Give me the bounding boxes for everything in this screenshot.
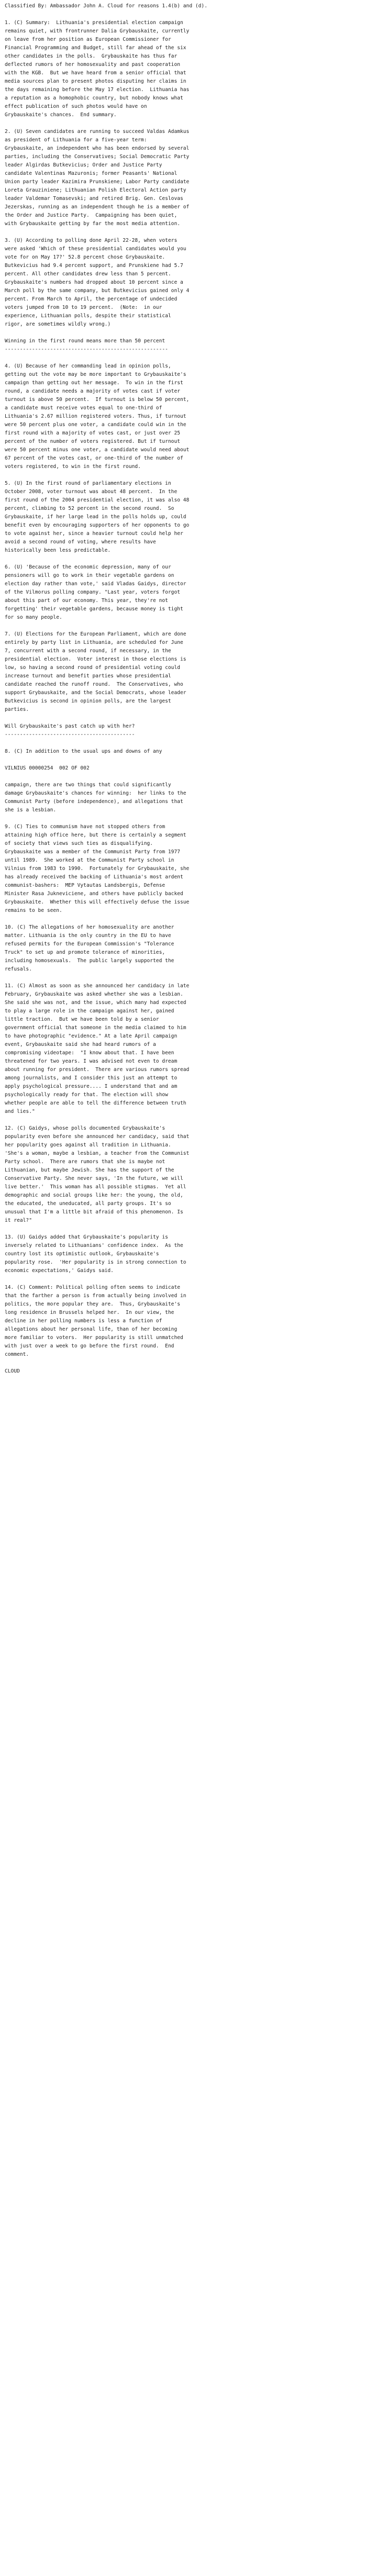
text-line: that the farther a person is from actually being involved in xyxy=(5,1293,186,1299)
text-line: damage Grybauskaite's chances for winning: her links to the xyxy=(5,790,186,796)
text-line: government official that someone in the media claimed to him xyxy=(5,1025,186,1031)
text-line: Lithuanian, but maybe Jewish. She has the support of the xyxy=(5,1167,174,1173)
text-line: getting out the vote may be more important to Grybauskaite's xyxy=(5,372,186,377)
text-line: and lies." xyxy=(5,1109,35,1114)
text-line: Minister Rasa Jukneviciene, and others have publicly backed xyxy=(5,891,183,897)
blank-line xyxy=(5,1275,371,1284)
text-line: Vilnius from 1983 to 1990. Fortunately for Grybauskaite, she xyxy=(5,866,190,872)
text-line: 10. (C) The allegations of her homosexuality are another xyxy=(5,924,174,930)
text-line: until 1989. She worked at the Communist Party school in xyxy=(5,857,174,863)
para-6 xyxy=(5,563,371,622)
text-line: percent. From March to April, the percentage of undecided xyxy=(5,296,178,302)
text-line: 12. (C) Gaidys, whose polls documented Grybauskaite's xyxy=(5,1125,165,1131)
text-line: Butkevicius had 9.4 percent support, and Prunskiene had 5.7 xyxy=(5,263,183,269)
text-line: benefit even by encouraging supporters of her opponents to go xyxy=(5,522,190,528)
para-4 xyxy=(5,362,371,471)
text-line: leader Valdemar Tomasevski; and retired Brig. Gen. Ceslovas xyxy=(5,196,183,202)
text-line: Winning in the first round means more than 50 percent xyxy=(5,338,165,344)
text-line: popularity even before she announced her candidacy, said that xyxy=(5,1134,190,1140)
text-line: parties. xyxy=(5,707,29,712)
text-line: ------------------------------------------- xyxy=(5,732,135,738)
blank-line xyxy=(5,622,371,630)
text-line: Communist Party (before independence), and allegations that xyxy=(5,799,183,805)
section-heading-past xyxy=(5,722,371,739)
text-line: demographic and social groups like her: the young, the old, xyxy=(5,1192,183,1198)
text-line: popularity rose. 'Her popularity is in strong connection to xyxy=(5,1259,186,1265)
text-line: to have photographic "evidence." At a late April campaign xyxy=(5,1033,178,1039)
text-line: Grybauskaite, if her large lead in the polls holds up, could xyxy=(5,514,186,520)
blank-line xyxy=(5,1116,371,1124)
text-line: remains to be seen. xyxy=(5,908,62,913)
text-line: VILNIUS 00000254 002 OF 002 xyxy=(5,765,90,771)
text-line: 1. (C) Summary: Lithuania's presidential election campaign xyxy=(5,20,183,26)
text-line: unusual that I'm a little bit afraid of this phenomenon. Is xyxy=(5,1209,183,1215)
text-line: historically been less predictable. xyxy=(5,548,111,553)
text-line: allegations about her personal life, than of her becoming xyxy=(5,1326,178,1332)
text-line: rigor, are sometimes wildly wrong.) xyxy=(5,321,111,327)
text-line: 2. (U) Seven candidates are running to succeed Valdas Adamkus xyxy=(5,129,190,135)
text-line: percent. All other candidates drew less than 5 percent. xyxy=(5,271,171,277)
text-line: low, so having a second round of presidential voting could xyxy=(5,665,181,671)
text-line: Grybauskaite's chances. End summary. xyxy=(5,112,117,118)
text-line: a candidate must receive votes equal to one-third of xyxy=(5,405,162,411)
text-line: as president of Lithuania for a five-year term: xyxy=(5,137,147,143)
text-line: with the KGB. But we have heard from a senior official that xyxy=(5,70,186,76)
text-line: election day rather than vote,' said Vladas Gaidys, director xyxy=(5,581,186,587)
blank-line xyxy=(5,555,371,563)
text-line: leader Algirdas Butkevicius; Order and Justice Party xyxy=(5,162,162,168)
para-5 xyxy=(5,479,371,555)
text-line: of the Vilmorus polling company. "Last year, voters forgot xyxy=(5,589,181,595)
text-line: 14. (C) Comment: Political polling often seems to indicate xyxy=(5,1285,181,1290)
text-line: 3. (U) According to polling done April 22-28, when voters xyxy=(5,238,178,243)
classification-line: Classified By: Ambassador John A. Cloud for reasons 1.4(b) and (d). xyxy=(5,3,207,9)
text-line: percent of the number of voters registered. But if turnout xyxy=(5,439,181,444)
text-line: Party school. There are rumors that she is maybe not xyxy=(5,1159,165,1165)
text-line: were 50 percent minus one voter, a candidate would need about xyxy=(5,447,190,453)
text-line: of society that views such ties as disqualifying. xyxy=(5,841,153,846)
text-line: long residence in Brussels helped her. In our view, the xyxy=(5,1310,174,1315)
text-line: whether people are able to tell the difference between truth xyxy=(5,1100,186,1106)
text-line: to play a large role in the campaign against her, gained xyxy=(5,1008,174,1014)
text-line: 9. (C) Ties to communism have not stopped others from xyxy=(5,824,165,830)
text-line: a reputation as a homophobic country, but nobody knows what xyxy=(5,95,183,101)
text-line: 7, concurrent with a second round, if necessary, in the xyxy=(5,648,171,654)
blank-line xyxy=(5,756,371,764)
para-3 xyxy=(5,237,371,329)
text-line: October 2008, voter turnout was about 48 percent. In the xyxy=(5,489,178,495)
text-line: remains quiet, with frontrunner Dalia Grybauskaite, currently xyxy=(5,28,190,34)
text-line: matter. Lithuania is the only country in the EU to have xyxy=(5,933,171,939)
text-line: turnout is above 50 percent. If turnout is below 50 percent, xyxy=(5,397,190,403)
para-7 xyxy=(5,630,371,714)
text-line: 6. (U) 'Because of the economic depression, many of our xyxy=(5,564,171,570)
text-line: candidate reached the runoff round. The Conservatives, who xyxy=(5,682,183,687)
text-line: 'She's a woman, maybe a lesbian, a teacher from the Communist xyxy=(5,1151,190,1156)
text-line: among journalists, and I consider this just an attempt to xyxy=(5,1075,178,1081)
blank-line xyxy=(5,1359,371,1367)
text-line: effect publication of such photos would have on xyxy=(5,104,147,109)
text-line: 8. (C) In addition to the usual ups and downs of any xyxy=(5,749,162,754)
text-line: about this part of our economy. This year, they're not xyxy=(5,598,168,604)
blank-line xyxy=(5,739,371,748)
text-line: 5. (U) In the first round of parliamentary elections in xyxy=(5,481,171,486)
para-8-cont xyxy=(5,781,371,815)
text-line: first round of the 2004 presidential election, it was also 48 xyxy=(5,497,190,503)
para-2 xyxy=(5,128,371,228)
blank-line xyxy=(5,815,371,823)
text-line: 11. (C) Almost as soon as she announced her candidacy in late xyxy=(5,983,190,989)
text-line: were 50 percent plus one voter, a candidate could win in the xyxy=(5,422,186,428)
section-heading-first-round xyxy=(5,337,371,354)
page-break-marker xyxy=(5,764,371,773)
text-line: Grybauskaite. Whether this will effectively defuse the issue xyxy=(5,899,190,905)
text-line: attaining high office here, but there is certainly a segment xyxy=(5,832,186,838)
text-line: compromising videotape: "I know about that. I have been xyxy=(5,1050,174,1056)
signature xyxy=(5,1367,371,1376)
text-line: the educated, the uneducated, all party groups. It's so xyxy=(5,1201,171,1207)
para-12 xyxy=(5,1124,371,1225)
para-8-start xyxy=(5,748,371,756)
para-10 xyxy=(5,923,371,974)
text-line: voters registered, to win in the first round. xyxy=(5,464,141,470)
cable-document xyxy=(5,2,371,1376)
text-line: Lithuania's 2.67 million registered voters. Thus, if turnout xyxy=(5,414,186,419)
text-line: first round with a majority of votes cast, or just over 25 xyxy=(5,430,181,436)
text-line: voters jumped from 10 to 19 percent. (Note: in our xyxy=(5,305,162,310)
text-line: inversely related to Lithuanians' confidence index. As the xyxy=(5,1243,183,1248)
text-line: event, Grybauskaite said she had heard rumors of a xyxy=(5,1042,156,1047)
text-line: 7. (U) Elections for the European Parliament, which are done xyxy=(5,631,186,637)
para-14-comment xyxy=(5,1284,371,1359)
text-line: economic expectations,' Gaidys said. xyxy=(5,1268,114,1274)
blank-line xyxy=(5,354,371,362)
text-line: threatened for two years. I was advised not even to dream xyxy=(5,1058,178,1064)
text-line: more familiar to voters. Her popularity is still unmatched xyxy=(5,1335,183,1341)
text-line: 4. (U) Because of her commanding lead in opinion polls, xyxy=(5,363,171,369)
text-line: the Order and Justice Party. Campaigning has been quiet, xyxy=(5,213,178,218)
text-line: increase turnout and benefit parties whose presidential xyxy=(5,673,171,679)
text-line: the days remaining before the May 17 election. Lithuania has xyxy=(5,87,190,93)
text-line: 13. (U) Gaidys added that Grybauskaite's popularity is xyxy=(5,1234,168,1240)
text-line: avoid a second round of voting, where results have xyxy=(5,539,156,545)
blank-line xyxy=(5,915,371,923)
text-line: decline in her polling numbers is less a function of xyxy=(5,1318,162,1324)
text-line: Conservative Party. She never says, 'In the future, we will xyxy=(5,1176,183,1181)
text-line: campaign than getting out her message. To win in the first xyxy=(5,380,183,386)
text-line: including homosexuals. The public largely supported the xyxy=(5,958,174,964)
text-line: 67 percent of the votes cast, or one-third of the number of xyxy=(5,455,183,461)
text-line: February, Grybauskaite was asked whether she was a lesbian. xyxy=(5,991,183,997)
text-line: has already received the backing of Lithuania's most ardent xyxy=(5,874,183,880)
text-line: campaign, there are two things that could significantly xyxy=(5,782,171,788)
text-line: experience, Lithuanian polls, despite their statistical xyxy=(5,313,171,319)
text-line: Butkevicius is second in opinion polls, are the largest xyxy=(5,698,171,704)
blank-line xyxy=(5,1225,371,1233)
text-line: parties, including the Conservatives; Social Democratic Party xyxy=(5,154,190,160)
text-line: other candidates in the polls. Grybauskaite has thus far xyxy=(5,53,178,59)
text-line: with just over a week to go before the first round. End xyxy=(5,1343,174,1349)
blank-line xyxy=(5,119,371,128)
text-line: support Grybauskaite, and the Social Democrats, whose leader xyxy=(5,690,186,696)
text-line: comment. xyxy=(5,1352,29,1357)
text-line: with Grybauskaite getting by far the most media attention. xyxy=(5,221,181,227)
para-1-summary xyxy=(5,19,371,119)
text-line: Loreta Grauziniene; Lithuanian Polish Electoral Action party xyxy=(5,187,186,193)
text-line: CLOUD xyxy=(5,1368,20,1374)
text-line: percent, climbing to 52 percent in the second round. So xyxy=(5,506,174,511)
text-line: ------------------------------------------------------ xyxy=(5,347,168,352)
text-line: media sources plan to present photos disputing her claims in xyxy=(5,79,186,84)
text-line: her popularity goes against all tradition in Lithuania. xyxy=(5,1142,171,1148)
text-line: Grybauskaite was a member of the Communist Party from 1977 xyxy=(5,849,181,855)
text-line: on leave from her position as European Commissioner for xyxy=(5,37,171,42)
text-line: Grybauskaite's numbers had dropped about 10 percent since a xyxy=(5,280,183,285)
text-line: country lost its optimistic outlook, Grybauskaite's xyxy=(5,1251,159,1257)
text-line: presidential election. Voter interest in those elections is xyxy=(5,656,186,662)
text-line: communist-bashers: MEP Vytautas Landsbergis, Defense xyxy=(5,883,165,888)
para-9 xyxy=(5,823,371,915)
text-line: forgetting' their vegetable gardens, because money is tight xyxy=(5,606,183,612)
text-line: vote for on May 17?' 52.8 percent chose Grybauskaite. xyxy=(5,254,165,260)
text-line: refusals. xyxy=(5,966,32,972)
text-line: round, a candidate needs a majority of votes cast if voter xyxy=(5,388,181,394)
blank-line xyxy=(5,228,371,237)
cable-body xyxy=(5,19,371,1376)
text-line: Grybauskaite, an independent who has been endorsed by several xyxy=(5,146,190,151)
text-line: March poll by the same company, but Butkevicius gained only 4 xyxy=(5,288,190,294)
text-line: politics, the more popular they are. Thus, Grybauskaite's xyxy=(5,1301,181,1307)
para-11 xyxy=(5,982,371,1116)
blank-line xyxy=(5,10,371,19)
blank-line xyxy=(5,773,371,781)
text-line: deflected rumors of her homosexuality and past cooperation xyxy=(5,62,181,68)
text-line: candidate Valentinas Mazuronis; former Peasants' National xyxy=(5,171,178,176)
text-line: live better.' This woman has all possible stigmas. Yet all xyxy=(5,1184,186,1190)
blank-line xyxy=(5,714,371,722)
text-line: Will Grybauskaite's past catch up with her? xyxy=(5,723,135,729)
text-line: she is a lesbian. xyxy=(5,807,57,813)
text-line: apply psychological pressure.... I understand that and am xyxy=(5,1084,178,1089)
text-line: Jezerskas, running as an independent though he is a member of xyxy=(5,204,190,210)
text-line: to vote against her, since a heavier turnout could help her xyxy=(5,531,183,537)
text-line: psychologically ready for that. The election will show xyxy=(5,1092,168,1098)
text-line: Truck" to set up and promote tolerance of minorities, xyxy=(5,950,165,955)
text-line: Union party leader Kazimira Prunskiene; Labor Party candidate xyxy=(5,179,190,185)
text-line: were asked 'Which of these presidential candidates would you xyxy=(5,246,186,252)
blank-line xyxy=(5,974,371,982)
text-line: pensioners will go to work in their vegetable gardens on xyxy=(5,573,174,578)
text-line: refused permits for the European Commission's "Tolerance xyxy=(5,941,174,947)
text-line: entirely by party list in Lithuania, are scheduled for June xyxy=(5,640,183,645)
text-line: Financial Programming and Budget, still far ahead of the six xyxy=(5,45,186,51)
text-line: little traction. But we have been told by a senior xyxy=(5,1017,159,1022)
text-line: for so many people. xyxy=(5,615,62,620)
blank-line xyxy=(5,329,371,337)
text-line: it real?" xyxy=(5,1218,32,1223)
blank-line xyxy=(5,471,371,479)
para-13 xyxy=(5,1233,371,1275)
text-line: about running for president. There are various rumors spread xyxy=(5,1067,190,1073)
text-line: She said she was not, and the issue, which many had expected xyxy=(5,1000,186,1006)
